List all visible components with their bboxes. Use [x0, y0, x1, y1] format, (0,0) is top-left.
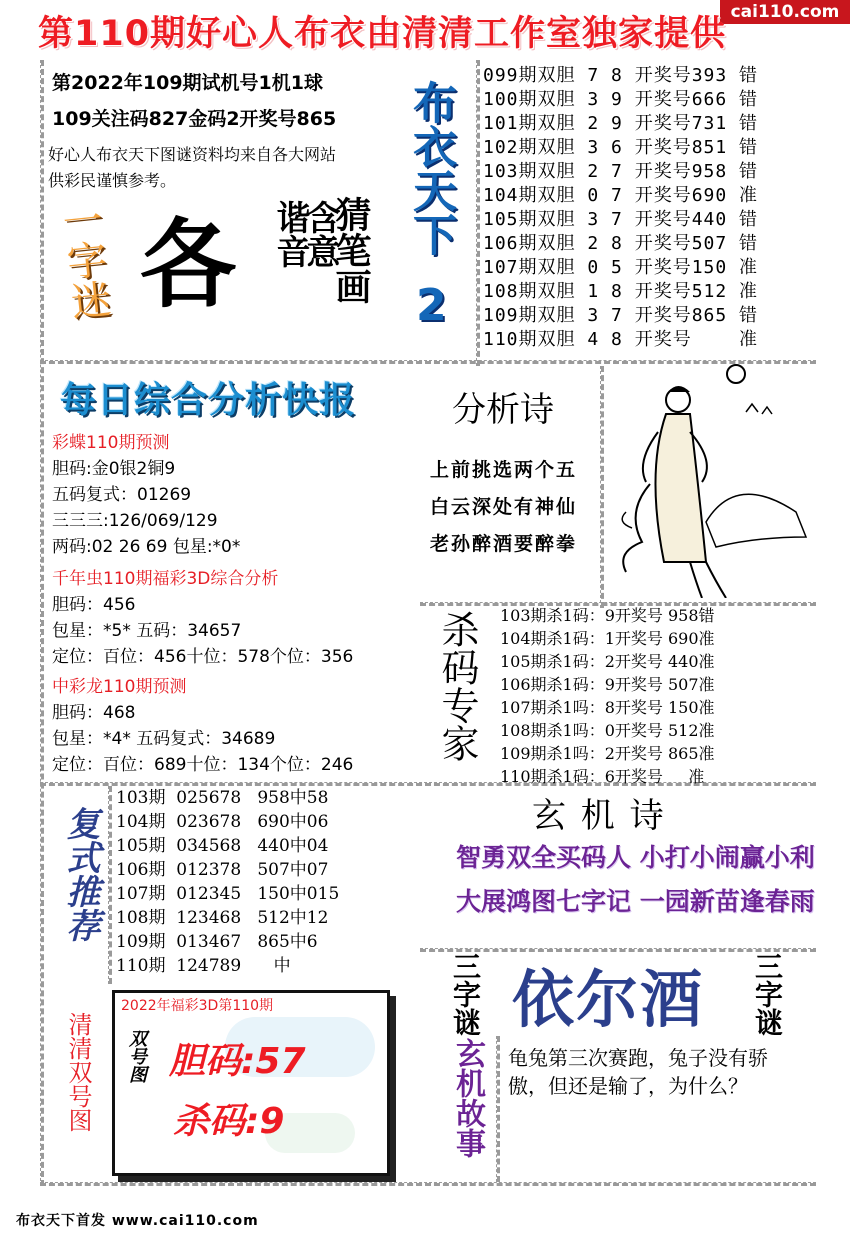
- fushi-row: 104期 023678 690中06: [116, 812, 329, 832]
- shuangdan-row: 099期双胆 7 8 开奖号393 错: [483, 65, 759, 86]
- fushi-row: 105期 034568 440中04: [116, 836, 329, 856]
- qiannian-dingwei: 定位：百位：456十位：578个位：356: [52, 647, 354, 667]
- poem-line: 老孙醉酒要醉拳: [430, 533, 578, 555]
- killcode-row: 109期杀1吗：2开奖号 865准: [500, 744, 715, 763]
- riddle1-label: 一字迷: [54, 198, 113, 323]
- riddle1-hint-col2: 含意: [300, 200, 340, 268]
- zhongcai-dan: 胆码：468: [52, 703, 136, 723]
- zhongcai-title: 中彩龙110期预测: [52, 677, 187, 697]
- shuangdan-row: 107期双胆 0 5 开奖号150 准: [483, 257, 759, 278]
- poem-lines: [430, 452, 577, 563]
- caidie-block: [52, 430, 392, 560]
- moon-icon: [727, 365, 745, 383]
- shuangdan-row: 109期双胆 3 7 开奖号865 错: [483, 305, 759, 326]
- story-divider: [496, 1036, 500, 1182]
- riddle1-char: 各: [140, 208, 236, 321]
- xuanji-line-2: 大展鸿图七字记 一园新苗逢春雨: [456, 887, 815, 916]
- shuangdan-list: [483, 64, 813, 352]
- xuanji-line-1: 智勇双全买码人 小打小闹赢小利: [456, 843, 815, 872]
- riddle1-hint-col3: 谐音: [270, 200, 310, 268]
- poem-title: 分析诗: [452, 390, 554, 430]
- shuangdan-row: 100期双胆 3 9 开奖号666 错: [483, 89, 759, 110]
- shuangdan-row: 104期双胆 0 7 开奖号690 准: [483, 185, 759, 206]
- site-logo[interactable]: cai110.com: [720, 0, 850, 24]
- xuanji-title: 玄 机 诗: [532, 796, 666, 836]
- riddle2-label-right: 三字谜: [751, 952, 784, 1036]
- card-sha: 杀码:9: [173, 1101, 285, 1142]
- fushi-label: 复式推荐: [60, 806, 100, 942]
- intro-line-4: 供彩民谨慎参考。: [48, 171, 177, 190]
- shuangdan-row: 110期双胆 4 8 开奖号 准: [483, 329, 759, 350]
- caidie-dan: 胆码:金0银2铜9: [52, 459, 176, 479]
- poem-line: 白云深处有神仙: [430, 496, 578, 518]
- footer-text[interactable]: 布衣天下首发 www.cai110.com: [16, 1213, 259, 1229]
- riddle2-answer: 依尔酒: [512, 963, 705, 1036]
- fushi-row: 108期 123468 512中12: [116, 908, 329, 928]
- shuangdan-row: 105期双胆 3 7 开奖号440 错: [483, 209, 759, 230]
- caidie-wuma: 五码复式：01269: [52, 485, 192, 505]
- buyi-number: 2: [416, 280, 447, 331]
- intro-line-2: 109关注码827金码2开奖号865: [52, 108, 337, 130]
- killcode-row: 105期杀1码：2开奖号 440准: [500, 652, 715, 671]
- intro-line-1: 第2022年109期试机号1机1球: [52, 72, 323, 94]
- qiannian-title: 千年虫110期福彩3D综合分析: [52, 569, 279, 589]
- killcode-row: 103期杀1码：9开奖号 958错: [500, 606, 715, 625]
- card-dan: 胆码:57: [169, 1041, 306, 1082]
- intro-line-3: 好心人布衣天下图谜资料均来自各大网站: [48, 145, 337, 164]
- killcode-label: 杀码专家: [435, 610, 479, 762]
- fushi-row: 103期 025678 958中58: [116, 788, 329, 808]
- shuanghao-label: 清清双号图: [64, 1012, 92, 1132]
- poem-line: 上前挑选两个五: [430, 459, 578, 481]
- shuangdan-row: 108期双胆 1 8 开奖号512 准: [483, 281, 759, 302]
- card-title: 2022年福彩3D第110期: [121, 998, 274, 1014]
- page-title: 第110期好心人布衣由清清工作室独家提供: [38, 14, 727, 54]
- qiannian-dan: 胆码：456: [52, 595, 136, 615]
- caidie-sansan: 三三三:126/069/129: [52, 511, 218, 531]
- fushi-divider: [108, 786, 112, 984]
- fushi-row: 106期 012378 507中07: [116, 860, 329, 880]
- scholar-illustration: [606, 362, 812, 598]
- story-label: 玄机故事: [450, 1038, 485, 1158]
- riddle1-hint-col1: 猜笔画: [330, 196, 371, 304]
- killcode-row: 104期杀1码：1开奖号 690准: [500, 629, 715, 648]
- xuanji-lines: [456, 836, 815, 924]
- fushi-row: 110期 124789 中: [116, 956, 291, 976]
- qiannian-baoxing: 包星：*5* 五码：34657: [52, 621, 242, 641]
- fushi-row: 109期 013467 865中6: [116, 932, 318, 952]
- buyi-vertical-title: 布衣天下: [405, 80, 456, 256]
- card-side: 双号图: [126, 1029, 147, 1083]
- killcode-row: 106期杀1码：9开奖号 507准: [500, 675, 715, 694]
- divider-horizontal-bottom: [40, 1182, 816, 1186]
- fushi-row: 107期 012345 150中015: [116, 884, 340, 904]
- caidie-liangma: 两码:02 26 69 包星:*0*: [52, 537, 241, 557]
- shuangdan-row: 101期双胆 2 9 开奖号731 错: [483, 113, 759, 134]
- divider-vertical-left: [40, 60, 44, 1186]
- shuangdan-row: 106期双胆 2 8 开奖号507 错: [483, 233, 759, 254]
- zhongcai-dingwei: 定位：百位：689十位：134个位：246: [52, 755, 354, 775]
- shuangdan-row: 103期双胆 2 7 开奖号958 错: [483, 161, 759, 182]
- shuangdan-row: 102期双胆 3 6 开奖号851 错: [483, 137, 759, 158]
- shuanghao-card: [112, 990, 390, 1176]
- killcode-list: [500, 604, 800, 788]
- killcode-row: 108期杀1吗：0开奖号 512准: [500, 721, 715, 740]
- riddle2-label-left: 三字谜: [449, 952, 482, 1036]
- fushi-list: [116, 786, 406, 978]
- zhongcai-baoxing: 包星：*4* 五码复式：34689: [52, 729, 276, 749]
- caidie-title: 彩蝶110期预测: [52, 433, 170, 453]
- zhongcai-block: [52, 674, 412, 778]
- divider-vertical-right-mid: [600, 366, 604, 608]
- divider-vertical-mid: [476, 60, 480, 366]
- killcode-row: 110期杀1码：6开奖号 准: [500, 767, 705, 786]
- qiannian-block: [52, 566, 412, 670]
- story-text: 龟兔第三次赛跑，兔子没有骄傲，但还是输了，为什么？: [508, 1046, 768, 1098]
- killcode-row: 107期杀1吗：8开奖号 150准: [500, 698, 715, 717]
- daily-banner: 每日综合分析快报: [60, 380, 357, 421]
